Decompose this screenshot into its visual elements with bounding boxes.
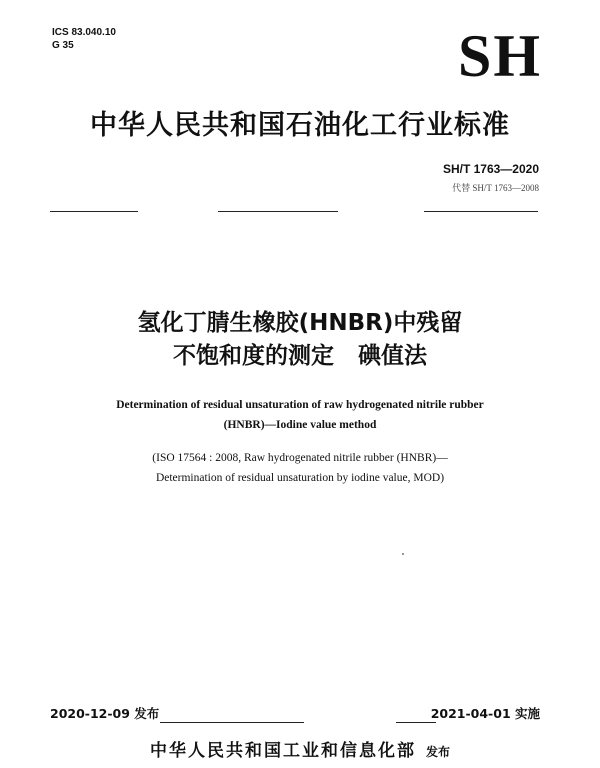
ccs-code: G 35 (52, 40, 74, 51)
chinese-title-line2: 不饱和度的测定 碘值法 (172, 343, 428, 369)
chinese-title-line1: 氢化丁腈生橡胶(HNBR)中残留 (137, 310, 463, 336)
issue-date: 2020-12-09 发布 (50, 706, 160, 721)
divider-left (50, 211, 138, 212)
sh-logo: SH (457, 23, 542, 89)
classification-codes (52, 26, 116, 52)
issue-date-line (160, 722, 304, 723)
scan-speck (402, 553, 404, 555)
issuer-name: 中华人民共和国工业和信息化部 (149, 741, 416, 761)
english-title-line2: (HNBR)—Iodine value method (223, 419, 377, 431)
divider-right (424, 211, 538, 212)
implementation-date-line (396, 722, 436, 723)
implementation-date: 2021-04-01 实施 (430, 706, 540, 721)
issuer-line (0, 736, 600, 761)
iso-reference-line1: (ISO 17564 : 2008, Raw hydrogenated nitrile rubber (HNBR)— (152, 452, 448, 464)
ics-code: ICS 83.040.10 (52, 27, 116, 38)
english-title (0, 395, 600, 435)
issuer-suffix: 发布 (425, 745, 450, 759)
standard-type-title: 中华人民共和国石油化工行业标准 (90, 110, 510, 141)
iso-reference-line2: Determination of residual unsaturation by iodine value, MOD) (155, 472, 445, 484)
iso-reference (0, 448, 600, 488)
standard-number: SH/T 1763—2020 (442, 162, 539, 176)
replaces-note: 代替 SH/T 1763—2008 (452, 183, 539, 193)
divider-middle (218, 211, 338, 212)
english-title-line1: Determination of residual unsaturation of raw hydrogenated nitrile rubber (116, 399, 484, 411)
